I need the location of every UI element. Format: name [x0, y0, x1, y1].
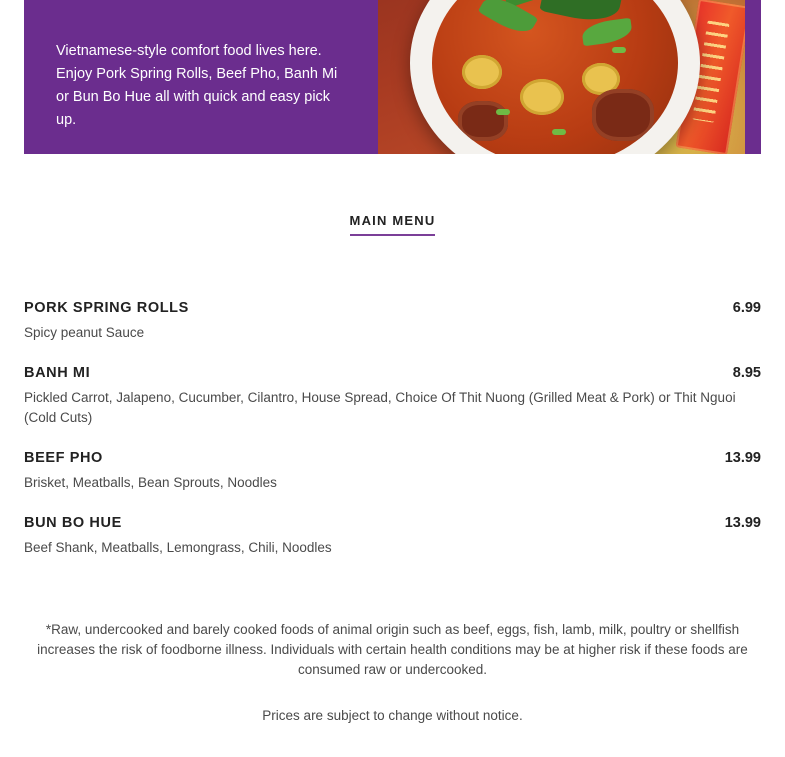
menu-item-row [24, 450, 761, 466]
menu-list [24, 300, 761, 580]
price-change-note: Prices are subject to change without notice. [262, 708, 523, 723]
menu-item [24, 300, 761, 343]
main-menu-heading: MAIN MENU [350, 213, 436, 236]
menu-item-row [24, 365, 761, 381]
broth-shape [432, 0, 678, 154]
menu-item [24, 515, 761, 558]
menu-item-price: 6.99 [732, 300, 761, 316]
bowl-shape [410, 0, 700, 154]
main-menu-heading-wrap [0, 212, 785, 236]
menu-item-price: 13.99 [724, 515, 761, 531]
footer-notes [24, 620, 761, 723]
menu-item-row [24, 515, 761, 531]
meat-piece-shape [592, 89, 654, 141]
meat-piece-shape [458, 101, 508, 141]
scallion-shape [552, 129, 566, 135]
scallion-shape [496, 109, 510, 115]
hero-description: Vietnamese-style comfort food lives here. Enjoy Pork Spring Rolls, Beef Pho, Banh Mi or Bun Bo Hue all with quick and easy pick up. [56, 43, 338, 128]
menu-item-name: BUN BO HUE [24, 515, 122, 531]
scallion-shape [612, 47, 626, 53]
menu-item [24, 450, 761, 493]
menu-item-price: 13.99 [724, 450, 761, 466]
menu-item-row [24, 300, 761, 316]
herb-leaf-icon [478, 0, 538, 39]
menu-item-price: 8.95 [732, 365, 761, 381]
menu-item-name: PORK SPRING ROLLS [24, 300, 189, 316]
menu-item-description: Brisket, Meatballs, Bean Sprouts, Noodles [24, 475, 277, 490]
pho-bowl-image [378, 0, 745, 154]
menu-item-description: Pickled Carrot, Jalapeno, Cucumber, Cilantro, House Spread, Choice Of Thit Nuong (Grilled Meat & Pork) or Thit Nguoi (Cold Cuts) [24, 390, 736, 425]
food-safety-disclaimer: *Raw, undercooked and barely cooked foods of animal origin such as beef, eggs, fish, lamb, milk, poultry or shellfish increases the risk of foodborne illness. Individuals with certain health conditions may be at higher risk if these foods are consumed raw or undercooked. [37, 622, 748, 677]
menu-item-description: Beef Shank, Meatballs, Lemongrass, Chili, Noodles [24, 540, 332, 555]
menu-item-name: BEEF PHO [24, 450, 103, 466]
menu-item-name: BANH MI [24, 365, 91, 381]
menu-item-description: Spicy peanut Sauce [24, 325, 145, 340]
herb-leaf-icon [581, 18, 634, 47]
noodle-slice-shape [462, 55, 502, 89]
menu-item [24, 365, 761, 428]
noodle-slice-shape [520, 79, 564, 115]
hero-banner [24, 0, 761, 154]
